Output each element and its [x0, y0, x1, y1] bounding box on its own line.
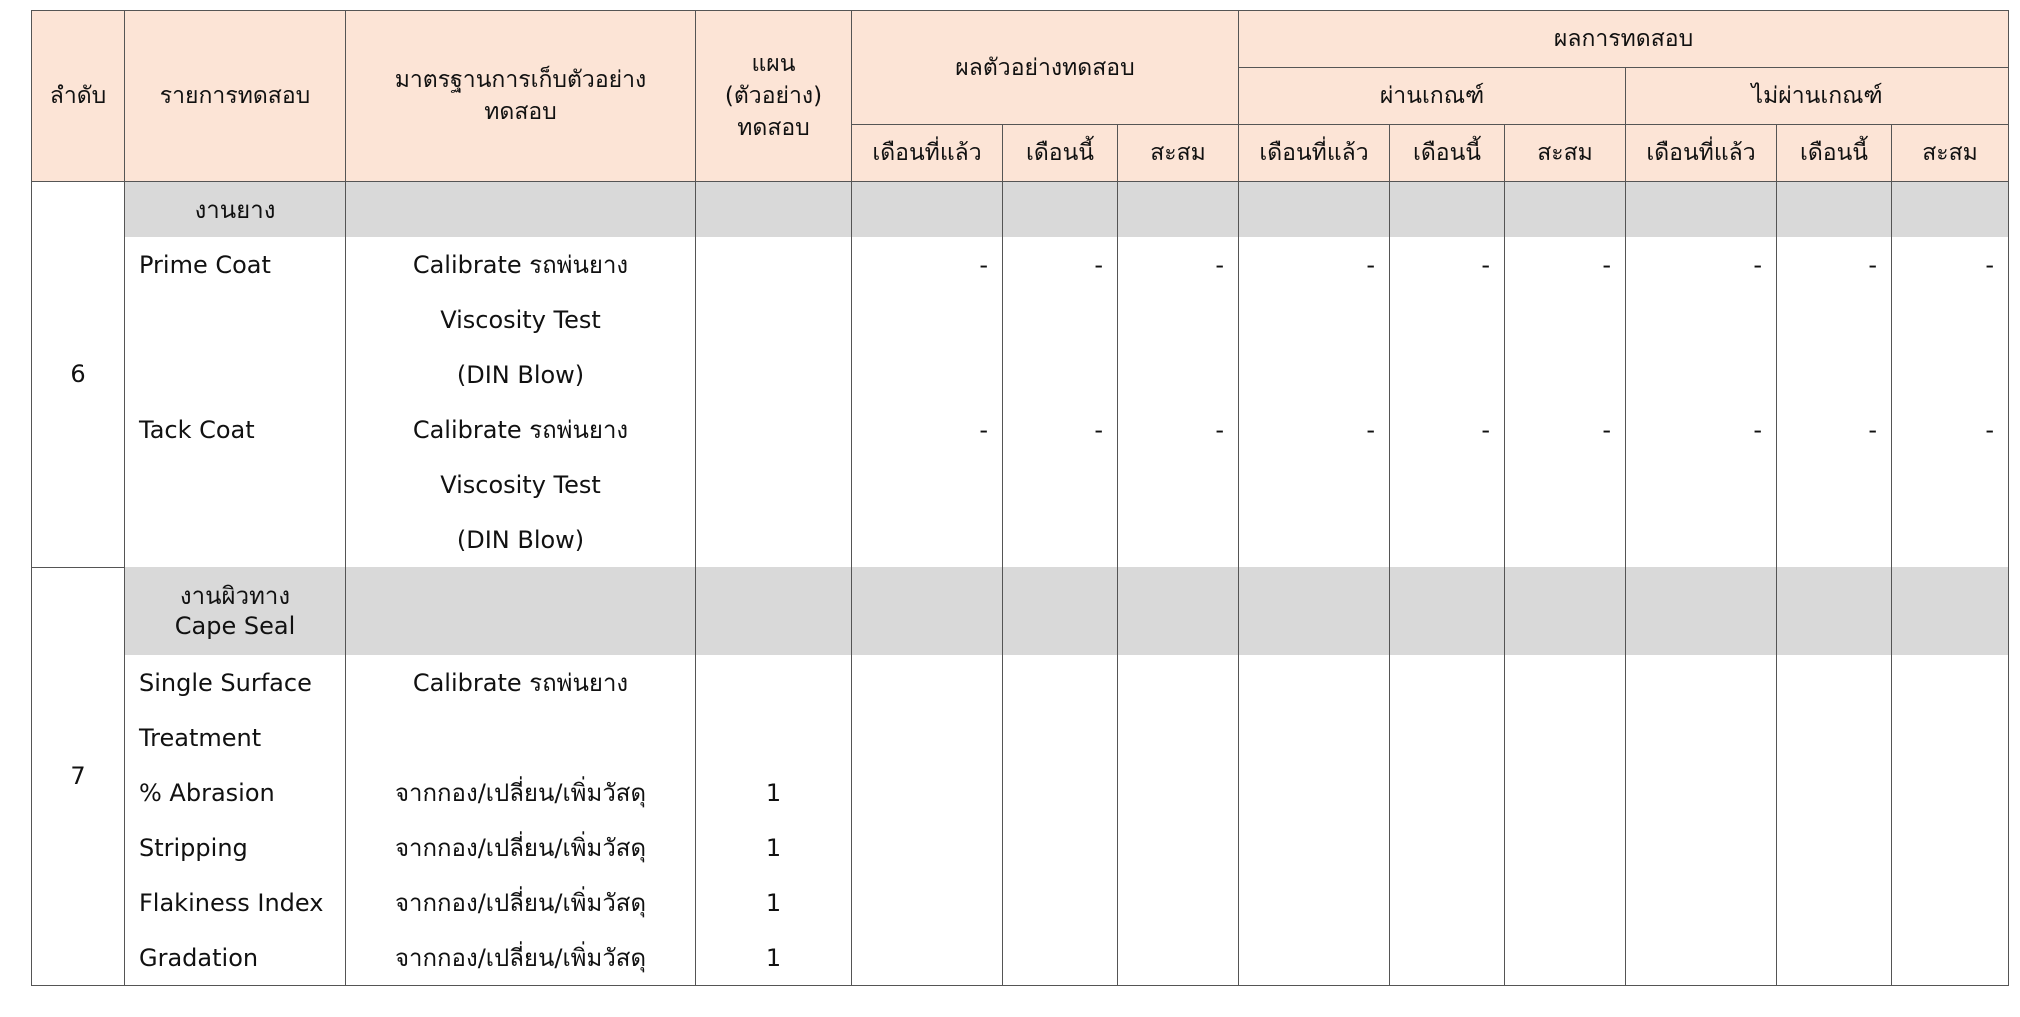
standard-cell: Viscosity Test [346, 292, 696, 347]
standard-cell: จากกอง/เปลี่ยน/เพิ่มวัสดุ [346, 765, 696, 820]
header-samples-group: ผลตัวอย่างทดสอบ [852, 11, 1239, 125]
value-cell [1390, 930, 1505, 986]
header-no: ลำดับ [32, 11, 125, 182]
value-cell [1118, 512, 1239, 567]
header-pass-cumulative: สะสม [1505, 125, 1626, 182]
standard-cell: จากกอง/เปลี่ยน/เพิ่มวัสดุ [346, 930, 696, 986]
value-cell [1505, 655, 1626, 710]
value-cell [1239, 930, 1390, 986]
value-cell [1003, 457, 1118, 512]
value-cell [1777, 457, 1892, 512]
value-cell [1892, 292, 2009, 347]
plan-cell [696, 655, 852, 710]
plan-cell [696, 292, 852, 347]
value-cell: - [1239, 402, 1390, 457]
value-cell [1118, 655, 1239, 710]
table-row [32, 765, 2009, 820]
value-cell [1118, 292, 1239, 347]
standard-cell: (DIN Blow) [346, 347, 696, 402]
section-empty-cell [1003, 182, 1118, 238]
item-cell: Tack Coat [125, 402, 346, 457]
value-cell [852, 457, 1003, 512]
standard-cell [346, 710, 696, 765]
value-cell [1390, 765, 1505, 820]
value-cell [1777, 875, 1892, 930]
standard-cell: จากกอง/เปลี่ยน/เพิ่มวัสดุ [346, 820, 696, 875]
section-row [32, 567, 2009, 655]
value-cell [1892, 512, 2009, 567]
value-cell [1892, 930, 2009, 986]
header-standard: มาตรฐานการเก็บตัวอย่างทดสอบ [346, 11, 696, 182]
value-cell [1239, 292, 1390, 347]
section-empty-cell [1239, 182, 1390, 238]
value-cell: - [1003, 402, 1118, 457]
value-cell [1626, 457, 1777, 512]
standard-cell: (DIN Blow) [346, 512, 696, 567]
section-empty-cell [852, 182, 1003, 238]
value-cell [1626, 875, 1777, 930]
section-empty-cell [1505, 182, 1626, 238]
value-cell [1118, 820, 1239, 875]
standard-cell: Calibrate รถพ่นยาง [346, 237, 696, 292]
value-cell [1777, 655, 1892, 710]
value-cell: - [1626, 237, 1777, 292]
section-empty-cell [1118, 567, 1239, 655]
value-cell [1505, 820, 1626, 875]
value-cell: - [1505, 402, 1626, 457]
value-cell [1626, 820, 1777, 875]
value-cell [1003, 655, 1118, 710]
value-cell [1892, 765, 2009, 820]
header-fail-this-month: เดือนนี้ [1777, 125, 1892, 182]
value-cell [1626, 347, 1777, 402]
value-cell [1390, 347, 1505, 402]
value-cell [852, 655, 1003, 710]
value-cell [1892, 820, 2009, 875]
header-samples-last-month: เดือนที่แล้ว [852, 125, 1003, 182]
value-cell [1777, 820, 1892, 875]
table-row [32, 237, 2009, 292]
item-cell: Gradation [125, 930, 346, 986]
value-cell [1892, 875, 2009, 930]
table-row [32, 655, 2009, 710]
value-cell [1239, 820, 1390, 875]
value-cell [1505, 457, 1626, 512]
value-cell: - [852, 402, 1003, 457]
value-cell: - [1239, 237, 1390, 292]
plan-cell: 1 [696, 930, 852, 986]
value-cell [1777, 710, 1892, 765]
value-cell [1626, 930, 1777, 986]
item-cell: Treatment [125, 710, 346, 765]
plan-cell [696, 347, 852, 402]
plan-cell: 1 [696, 820, 852, 875]
standard-cell: Calibrate รถพ่นยาง [346, 402, 696, 457]
value-cell [1118, 457, 1239, 512]
header-fail: ไม่ผ่านเกณฑ์ [1626, 68, 2009, 125]
value-cell [1390, 875, 1505, 930]
plan-cell [696, 402, 852, 457]
value-cell [852, 820, 1003, 875]
section-empty-cell [1777, 567, 1892, 655]
value-cell [1239, 347, 1390, 402]
value-cell [1626, 765, 1777, 820]
value-cell [1505, 765, 1626, 820]
item-cell [125, 512, 346, 567]
value-cell: - [1003, 237, 1118, 292]
value-cell [1239, 512, 1390, 567]
header-item: รายการทดสอบ [125, 11, 346, 182]
section-empty-cell [1003, 567, 1118, 655]
value-cell: - [852, 237, 1003, 292]
value-cell [1626, 292, 1777, 347]
item-cell: Flakiness Index [125, 875, 346, 930]
value-cell [1390, 655, 1505, 710]
header-pass: ผ่านเกณฑ์ [1239, 68, 1626, 125]
section-empty-cell [346, 567, 696, 655]
section-empty-cell [1118, 182, 1239, 238]
value-cell [1626, 710, 1777, 765]
value-cell [852, 347, 1003, 402]
plan-cell [696, 710, 852, 765]
value-cell: - [1892, 402, 2009, 457]
value-cell: - [1118, 402, 1239, 457]
table-row [32, 820, 2009, 875]
table-row [32, 292, 2009, 347]
value-cell [1892, 347, 2009, 402]
table-row [32, 930, 2009, 986]
header-pass-this-month: เดือนนี้ [1390, 125, 1505, 182]
value-cell [1390, 512, 1505, 567]
section-row [32, 182, 2009, 238]
plan-cell: 1 [696, 765, 852, 820]
value-cell [1239, 655, 1390, 710]
value-cell: - [1626, 402, 1777, 457]
header-fail-last-month: เดือนที่แล้ว [1626, 125, 1777, 182]
value-cell [1505, 710, 1626, 765]
value-cell [1118, 930, 1239, 986]
value-cell [1003, 710, 1118, 765]
table-row [32, 875, 2009, 930]
value-cell: - [1390, 402, 1505, 457]
value-cell: - [1505, 237, 1626, 292]
section-empty-cell [1390, 567, 1505, 655]
value-cell [1626, 655, 1777, 710]
value-cell [1239, 765, 1390, 820]
table-header [32, 11, 2009, 182]
value-cell [1118, 765, 1239, 820]
section-label-line1: งานผิวทาง [179, 582, 291, 610]
table-row [32, 710, 2009, 765]
value-cell [1239, 875, 1390, 930]
plan-cell [696, 457, 852, 512]
row-number: 6 [32, 182, 125, 568]
item-cell: Single Surface [125, 655, 346, 710]
header-pass-last-month: เดือนที่แล้ว [1239, 125, 1390, 182]
item-cell [125, 457, 346, 512]
value-cell [1505, 292, 1626, 347]
table-row [32, 512, 2009, 567]
section-empty-cell [1892, 567, 2009, 655]
value-cell [1003, 820, 1118, 875]
value-cell [1239, 710, 1390, 765]
value-cell [1390, 457, 1505, 512]
value-cell [1505, 875, 1626, 930]
row-number: 7 [32, 567, 125, 986]
section-empty-cell [1777, 182, 1892, 238]
standard-cell: Viscosity Test [346, 457, 696, 512]
item-cell [125, 347, 346, 402]
header-results-group: ผลการทดสอบ [1239, 11, 2009, 68]
value-cell [1118, 347, 1239, 402]
value-cell [1003, 347, 1118, 402]
value-cell [852, 512, 1003, 567]
section-empty-cell [1626, 567, 1777, 655]
header-fail-cumulative: สะสม [1892, 125, 2009, 182]
section-label-line2: Cape Seal [174, 612, 296, 640]
value-cell [852, 765, 1003, 820]
section-empty-cell [852, 567, 1003, 655]
value-cell [1777, 292, 1892, 347]
plan-cell: 1 [696, 875, 852, 930]
value-cell [1239, 457, 1390, 512]
value-cell [1505, 512, 1626, 567]
table-row [32, 457, 2009, 512]
value-cell [1777, 765, 1892, 820]
value-cell [1777, 347, 1892, 402]
value-cell [1003, 292, 1118, 347]
value-cell [1003, 765, 1118, 820]
item-cell: Stripping [125, 820, 346, 875]
section-empty-cell [1390, 182, 1505, 238]
item-cell [125, 292, 346, 347]
value-cell [1118, 875, 1239, 930]
standard-cell: จากกอง/เปลี่ยน/เพิ่มวัสดุ [346, 875, 696, 930]
plan-cell [696, 237, 852, 292]
section-empty-cell [1505, 567, 1626, 655]
value-cell [1118, 710, 1239, 765]
section-empty-cell [1239, 567, 1390, 655]
value-cell [1003, 930, 1118, 986]
value-cell [1777, 930, 1892, 986]
standard-cell: Calibrate รถพ่นยาง [346, 655, 696, 710]
section-empty-cell [1626, 182, 1777, 238]
table-row [32, 402, 2009, 457]
section-empty-cell [696, 567, 852, 655]
table-body [32, 182, 2009, 986]
table-row [32, 347, 2009, 402]
value-cell [1505, 347, 1626, 402]
section-empty-cell [1892, 182, 2009, 238]
value-cell [852, 292, 1003, 347]
item-cell: Prime Coat [125, 237, 346, 292]
value-cell [1626, 512, 1777, 567]
value-cell [1505, 930, 1626, 986]
value-cell [1892, 655, 2009, 710]
header-samples-cumulative: สะสม [1118, 125, 1239, 182]
header-plan: แผน (ตัวอย่าง) ทดสอบ [696, 11, 852, 182]
value-cell: - [1892, 237, 2009, 292]
value-cell: - [1777, 402, 1892, 457]
value-cell [1390, 820, 1505, 875]
value-cell [1390, 292, 1505, 347]
section-label: งานยาง [125, 182, 346, 238]
item-cell: % Abrasion [125, 765, 346, 820]
value-cell [1777, 512, 1892, 567]
value-cell [852, 875, 1003, 930]
plan-cell [696, 512, 852, 567]
value-cell: - [1118, 237, 1239, 292]
test-results-table [31, 10, 2009, 986]
value-cell: - [1390, 237, 1505, 292]
value-cell [852, 710, 1003, 765]
value-cell: - [1777, 237, 1892, 292]
value-cell [1003, 875, 1118, 930]
value-cell [1892, 457, 2009, 512]
header-samples-this-month: เดือนนี้ [1003, 125, 1118, 182]
section-label [125, 567, 346, 655]
value-cell [1892, 710, 2009, 765]
value-cell [852, 930, 1003, 986]
section-empty-cell [696, 182, 852, 238]
value-cell [1390, 710, 1505, 765]
section-empty-cell [346, 182, 696, 238]
value-cell [1003, 512, 1118, 567]
